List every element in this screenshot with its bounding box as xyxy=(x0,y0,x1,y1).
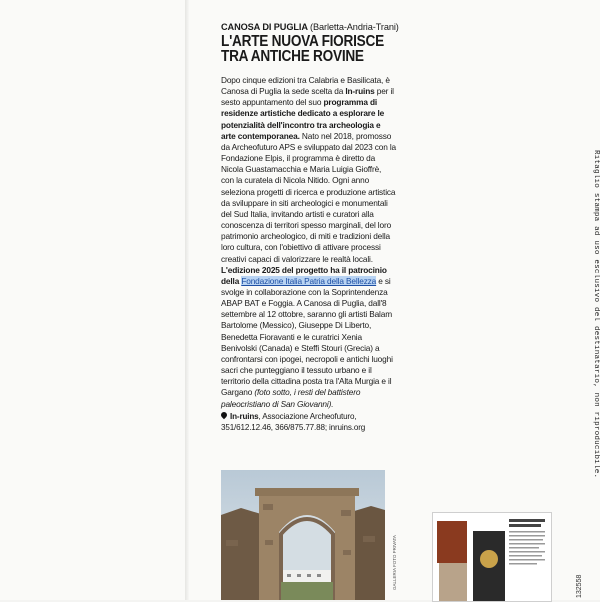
foundation-link[interactable]: Fondazione Italia Patria della Bellezza xyxy=(241,275,377,286)
article xyxy=(221,22,399,433)
photo-caption: GALLERIA FOTO PRIVATA xyxy=(392,535,397,590)
kicker: CANOSA DI PUGLIA (Barletta-Andria-Trani) xyxy=(221,22,399,32)
clipping-code: 132558 xyxy=(576,574,583,598)
headline: L'ARTE NUOVA FIORISCE TRA ANTICHE ROVINE xyxy=(221,33,384,65)
page-thumbnail xyxy=(432,512,552,602)
map-pin-icon xyxy=(220,410,228,418)
page-fold xyxy=(185,0,189,600)
clipping-disclaimer: Ritaglio stampa ad uso esclusivo del destinatario, non riproducibile. xyxy=(592,150,600,479)
baptistery-photo xyxy=(221,470,385,600)
contact-info: In-ruins, Associazione Archeofuturo, 351/612.12.46, 366/875.77.88; inruins.org xyxy=(221,411,366,432)
article-body: Dopo cinque edizioni tra Calabria e Basilicata, è Canosa di Puglia la sede scelta da In-ruins per il sesto appuntamento del suo programma di residenze artistiche dedicato a esplorare le potenzialità dell'incontro tra archeologia e arte contemporanea. Nato nel 2018, promosso da Archeofuturo APS e sviluppato dal 2023 con la Fondazione Elpis, il programma è diretto da Nicola Guastamacchia e Maria Luigia Gioffrè, con la curatela di Nicola Nitido. Ogni anno seleziona progetti di ricerca e produzione artistica da sviluppare in siti archeologici e monumentali del Sud Italia, invitando artisti e curatori alla conoscenza di territori spesso marginali, del loro patrimonio archeologico, di miti e tradizioni della loro cultura, con l'obiettivo di attivare processi creativi capaci di valorizzare le realtà locali. L'edizione 2025 del progetto ha il patrocinio della Fondazione Italia Patria della Bellezza e si svolge in collaborazione con la Soprintendenza ABAP BAT e Foggia. A Canosa di Puglia, dall'8 settembre al 12 ottobre, saranno gli artisti Balam Bartolome (Messico), Giuseppe Di Liberto, Benedetta Fioravanti e le curatrici Xenia Benivolski (Canada) e Steffi Stouri (Grecia) a confrontarsi con ipogei, necropoli e antichi luoghi sacri che punteggiano il tessuto urbano e il territorio della cittadina posta tra l'Alta Murgia e il Gargano (foto sotto, i resti del battistero paleocristiano di San Giovanni). xyxy=(221,75,396,409)
